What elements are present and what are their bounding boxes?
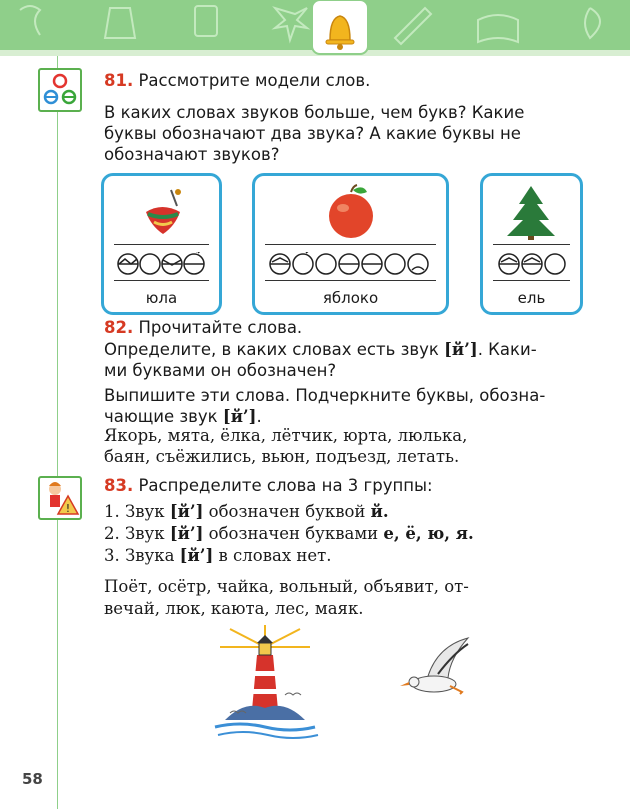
left-margin-rule [57, 56, 58, 809]
word-list-line: вечай, люк, каюта, лес, маяк. [104, 599, 364, 618]
task-number: 82. [104, 318, 134, 337]
model-top-line [114, 244, 209, 245]
text-fragment: . [256, 407, 262, 426]
task-number: 83. [104, 476, 134, 495]
page-number: 58 [22, 770, 43, 788]
task-82-instructions [104, 339, 584, 427]
fir-tree-picture [483, 184, 580, 240]
model-bottom-line [265, 280, 436, 281]
group-1 [104, 502, 389, 521]
letter: й. [370, 502, 389, 521]
text-line: В каких словах звуков больше, чем букв? Какие [104, 103, 525, 122]
text-line: обозначают звуков? [104, 145, 280, 164]
word-list-line: Поёт, осётр, чайка, вольный, объявит, от- [104, 577, 469, 596]
sound-notation: [й’] [169, 502, 204, 521]
sound-notation: [й’] [179, 546, 214, 565]
text-fragment: чающие звук [104, 407, 223, 426]
word-list-line: баян, съёжились, вьюн, подъезд, летать. [104, 447, 460, 466]
sound-model-icon [38, 68, 82, 112]
task-82-words [104, 425, 584, 467]
sound-notation: [й’] [222, 407, 257, 426]
attention-child-icon [38, 476, 82, 520]
model-top-line [493, 244, 570, 245]
model-bottom-line [114, 280, 209, 281]
task-title: Рассмотрите модели слов. [138, 71, 371, 90]
text-fragment: 3. Звука [104, 546, 180, 565]
text-fragment: Определите, в каких словах есть звук [104, 340, 445, 359]
word-model-card-el [480, 173, 583, 315]
word-list-line: Якорь, мята, ёлка, лётчик, юрта, люлька, [104, 426, 468, 445]
card-word: юла [145, 289, 178, 307]
seagull-illustration [398, 636, 474, 706]
group-2 [104, 524, 474, 543]
card-word: ель [517, 289, 546, 307]
task-title: Распределите слова на 3 группы: [138, 476, 433, 495]
word-model-card-yabloko [252, 173, 449, 315]
word-model-card-yula [101, 173, 222, 315]
task-83-words [104, 576, 584, 620]
lighthouse-illustration [210, 625, 320, 740]
sound-model-circles [483, 252, 580, 276]
model-top-line [265, 244, 436, 245]
task-82-heading [104, 317, 584, 338]
model-bottom-line [493, 280, 570, 281]
text-fragment: . Каки- [477, 340, 537, 359]
sound-notation: [й’] [444, 340, 478, 359]
bell-tab [310, 0, 370, 56]
text-line: Выпишите эти слова. Подчеркните буквы, обозна- [104, 386, 546, 405]
task-81-question [104, 102, 584, 165]
text-line: ми буквами он обозначен? [104, 361, 337, 380]
sound-model-circles [104, 252, 219, 276]
text-fragment: 2. Звук [104, 524, 170, 543]
svg-text:!: ! [65, 502, 71, 515]
text-fragment: обозначен буквами [203, 524, 384, 543]
group-3 [104, 546, 332, 565]
letters: е, ё, ю, я. [383, 524, 474, 543]
card-word: яблоко [322, 289, 379, 307]
task-number: 81. [104, 71, 134, 90]
text-line [104, 406, 584, 427]
text-fragment: в словах нет. [213, 546, 332, 565]
page-header-band [0, 0, 630, 56]
text-fragment: 1. Звук [104, 502, 170, 521]
task-81-heading [104, 70, 584, 91]
task-title: Прочитайте слова. [138, 318, 303, 337]
task-83-heading [104, 475, 584, 496]
text-line [104, 339, 584, 360]
apple-picture [255, 184, 446, 240]
spinning-top-picture [104, 184, 219, 240]
text-line: буквы обозначают два звука? А какие буквы не [104, 124, 521, 143]
sound-model-circles [255, 252, 446, 276]
sound-notation: [й’] [169, 524, 204, 543]
text-fragment: обозначен буквой [203, 502, 371, 521]
